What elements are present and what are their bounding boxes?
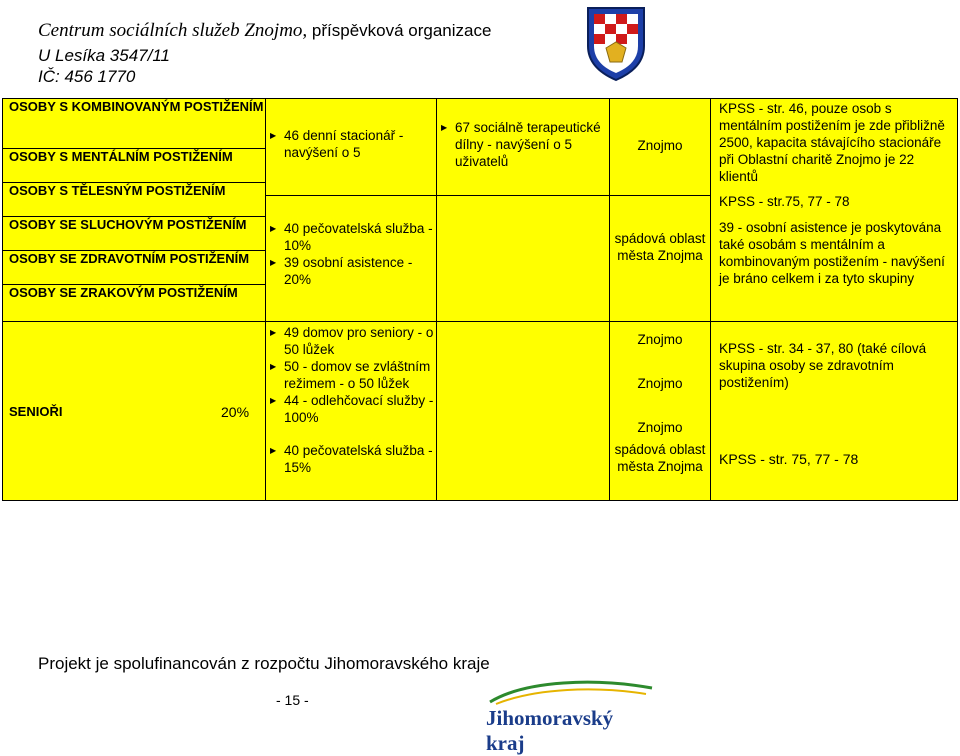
service-pecovatelska: ▶ 40 pečovatelská služba - 10%: [266, 220, 436, 254]
note-kpss-34: KPSS - str. 34 - 37, 80 (také cílová skupina osoby se zdravotním postižením): [719, 341, 927, 390]
empty-cell-1: [436, 195, 610, 322]
group-kombinovane: OSOBY S KOMBINOVANÝM POSTIŽENÍM: [3, 99, 265, 149]
location-znojmo-1: Znojmo: [637, 138, 683, 153]
jihomoravsky-kraj-logo: [486, 676, 656, 755]
location-cell-2: [609, 195, 711, 322]
header-title: Centrum sociálních služeb Znojmo, příspěvková organizace: [38, 20, 492, 41]
location-znojmo-2: Znojmo: [637, 332, 683, 347]
crest-emblem: [580, 2, 652, 82]
group-mentalni: OSOBY S MENTÁLNÍM POSTIŽENÍM: [3, 149, 265, 183]
service-dilny: ▶ 67 sociálně terapeutické dílny - navýšení o 5 uživatelů: [437, 119, 609, 170]
group-zrakove: OSOBY SE ZRAKOVÝM POSTIŽENÍM: [9, 285, 238, 300]
note-kpss-75-b: KPSS - str. 75, 77 - 78: [719, 451, 859, 467]
notes-cell-1: [710, 98, 958, 322]
location-cell-1: [609, 98, 711, 196]
page-number: - 15 -: [276, 692, 309, 708]
logo-swoosh-icon: [486, 676, 656, 706]
group-telesne: OSOBY S TĚLESNÝM POSTIŽENÍM: [3, 183, 265, 217]
notes-cell-2: [710, 321, 958, 501]
service-stacionar: ▶ 46 denní stacionář - navýšení o 5: [266, 127, 436, 161]
header-ic: IČ: 456 1770: [38, 67, 136, 86]
group-zdravotni: OSOBY SE ZDRAVOTNÍM POSTIŽENÍM: [3, 251, 265, 285]
footer-financing-text: Projekt je spolufinancován z rozpočtu Jihomoravského kraje: [38, 654, 490, 673]
location-znojmo-3: Znojmo: [637, 376, 683, 391]
services-cell-seniors: [265, 321, 437, 501]
services-cell-dilny: [436, 98, 610, 196]
seniors-cell: [2, 321, 266, 501]
service-domov-rezim: ▶ 50 - domov se zvláštním režimem - o 50 lůžek: [266, 358, 436, 392]
header-address: U Lesíka 3547/11: [38, 46, 170, 65]
note-kpss-46: KPSS - str. 46, pouze osob s mentálním postižením je zde přibližně 2500, kapacita stávajícího stacionáře při Oblastní charitě Znojmo je 22 klientů: [719, 101, 945, 184]
empty-cell-2: [436, 321, 610, 501]
service-odlehcovaci: ▶ 44 - odlehčovací služby - 100%: [266, 392, 436, 426]
location-znojmo-4: Znojmo: [637, 420, 683, 435]
service-asistence: ▶ 39 osobní asistence - 20%: [266, 254, 436, 288]
seniors-percent: 20%: [221, 404, 250, 420]
logo-text: Jihomoravský kraj: [486, 706, 614, 755]
services-cell-top-2: [265, 195, 437, 322]
note-osobni-asistence: 39 - osobní asistence je poskytována také osobám s mentálním a kombinovaným postižením - navýšení je bráno celkem i za tyto skupiny: [719, 220, 945, 286]
location-cell-3: [609, 321, 711, 501]
service-domov-seniory: ▶ 49 domov pro seniory - o 50 lůžek: [266, 324, 436, 358]
location-spadova-1: spádová oblast města Znojma: [614, 231, 706, 263]
group-sluchove: OSOBY SE SLUCHOVÝM POSTIŽENÍM: [3, 217, 265, 251]
note-kpss-75: KPSS - str.75, 77 - 78: [719, 194, 850, 209]
location-spadova-2: spádová oblast města Znojma: [614, 442, 706, 474]
service-pecovatelska-sen: ▶ 40 pečovatelská služba - 15%: [266, 442, 436, 476]
target-groups-cell: [2, 98, 266, 322]
seniors-label: SENIOŘI: [9, 404, 63, 419]
services-cell-top-1: [265, 98, 437, 196]
